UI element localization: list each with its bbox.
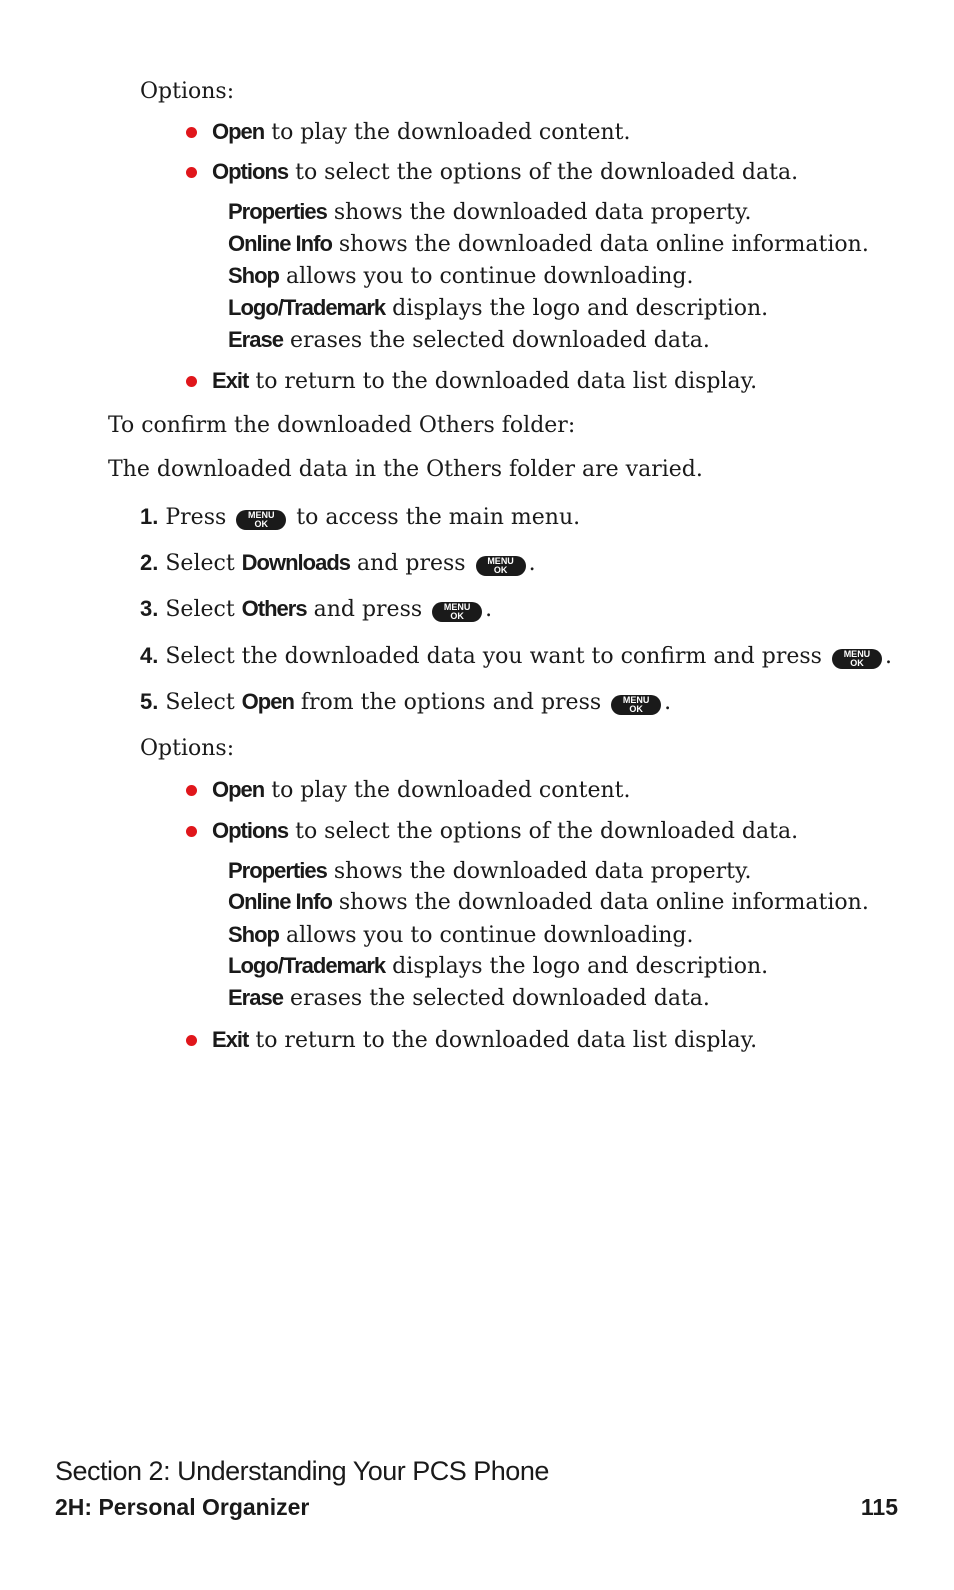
bullet-icon: [186, 376, 197, 387]
option-open: Open to play the downloaded content.: [212, 119, 631, 145]
suboption-logo-trademark: Logo/Trademark displays the logo and description.: [228, 953, 769, 979]
option-open: Open to play the downloaded content.: [212, 777, 631, 803]
bullet-icon: [186, 1035, 197, 1046]
menu-ok-key-icon: MENU OK: [476, 556, 526, 576]
varied-text: The downloaded data in the Others folder are varied.: [108, 457, 703, 482]
option-options: Options to select the options of the downloaded data.: [212, 818, 799, 844]
menu-ok-key-icon: MENU OK: [432, 602, 482, 622]
suboption-erase: Erase erases the selected downloaded data.: [228, 327, 710, 353]
footer-section-title: Section 2: Understanding Your PCS Phone: [55, 1456, 549, 1486]
menu-ok-key-icon: MENU OK: [236, 510, 286, 530]
step-2: 2. Select Downloads and press MENU OK .: [140, 550, 536, 576]
option-exit: Exit to return to the downloaded data list display.: [212, 1027, 758, 1053]
suboption-erase: Erase erases the selected downloaded data.: [228, 985, 710, 1011]
menu-ok-key-icon: MENU OK: [832, 649, 882, 669]
suboption-online-info: Online Info shows the downloaded data online information.: [228, 889, 869, 915]
bullet-icon: [186, 826, 197, 837]
options-label: Options:: [140, 79, 235, 104]
suboption-properties: Properties shows the downloaded data property.: [228, 199, 752, 225]
menu-ok-key-icon: MENU OK: [611, 695, 661, 715]
options-label: Options:: [140, 736, 235, 761]
page-number: 115: [860, 1494, 898, 1520]
option-exit: Exit to return to the downloaded data list display.: [212, 368, 758, 394]
suboption-shop: Shop allows you to continue downloading.: [228, 263, 694, 289]
bullet-icon: [186, 167, 197, 178]
step-3: 3. Select Others and press MENU OK .: [140, 596, 493, 622]
bullet-icon: [186, 127, 197, 138]
step-5: 5. Select Open from the options and press MENU OK .: [140, 689, 672, 715]
confirm-heading: To confirm the downloaded Others folder:: [108, 413, 576, 438]
suboption-properties: Properties shows the downloaded data property.: [228, 858, 752, 884]
option-options: Options to select the options of the downloaded data.: [212, 159, 799, 185]
step-4: 4. Select the downloaded data you want to confirm and press MENU OK .: [140, 643, 892, 669]
suboption-online-info: Online Info shows the downloaded data online information.: [228, 231, 869, 257]
suboption-logo-trademark: Logo/Trademark displays the logo and description.: [228, 295, 769, 321]
bullet-icon: [186, 785, 197, 796]
suboption-shop: Shop allows you to continue downloading.: [228, 922, 694, 948]
footer-chapter-title: 2H: Personal Organizer: [55, 1494, 310, 1520]
step-1: 1. Press MENU OK to access the main menu.: [140, 504, 581, 530]
